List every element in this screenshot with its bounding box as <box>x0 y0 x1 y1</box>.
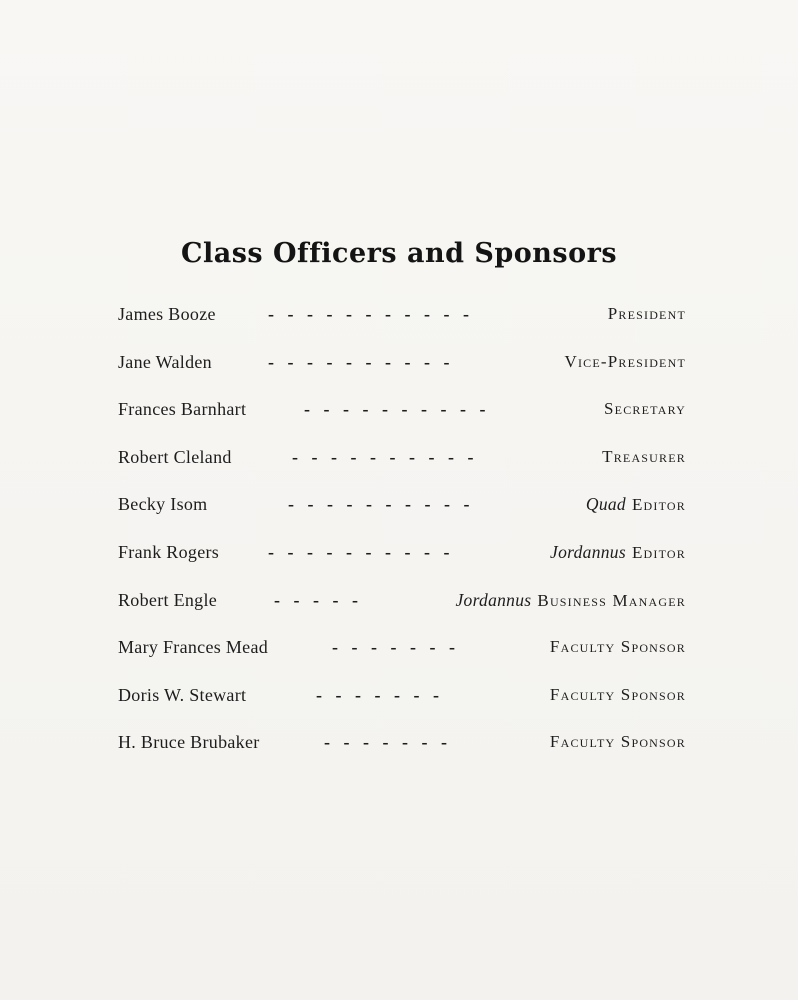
officer-name: Frank Rogers <box>118 541 220 562</box>
publication-name: Jordannus <box>455 589 532 610</box>
leader-dashes: - - - - - - - - - - <box>288 494 470 515</box>
leader-dashes: - - - - - - - <box>332 637 455 658</box>
officer-name: Robert Engle <box>118 589 218 610</box>
leader-dashes: - - - - - <box>274 589 358 610</box>
role-title: Faculty Sponsor <box>549 732 686 752</box>
officer-role <box>586 490 686 519</box>
officer-roster <box>118 296 686 772</box>
leader-dashes: - - - - - - - - - - <box>304 399 486 420</box>
leader-dashes: - - - - - - - - - - - <box>268 304 469 324</box>
officer-name: Robert Cleland <box>118 446 232 467</box>
role-title: Treasurer <box>602 446 686 466</box>
publication-name: Quad <box>585 494 626 515</box>
officer-row <box>118 534 686 582</box>
publication-name: Jordannus <box>550 541 626 562</box>
officer-name: Frances Barnhart <box>118 399 247 420</box>
officer-row <box>118 486 686 534</box>
officer-row <box>118 582 686 630</box>
officer-role <box>550 633 686 661</box>
leader-dashes: - - - - - - - - - - <box>268 541 450 562</box>
leader-dashes: - - - - - - - <box>324 732 447 753</box>
page-title: Class Officers and Sponsors <box>180 238 618 269</box>
leader-dashes: - - - - - - - - - - <box>292 446 474 467</box>
officer-name: Jane Walden <box>118 351 212 372</box>
officer-role <box>550 728 686 756</box>
officer-role <box>550 681 686 709</box>
officer-role <box>608 300 686 328</box>
role-title: Editor <box>631 495 686 515</box>
role-title: President <box>607 304 686 323</box>
officer-row <box>118 296 686 344</box>
officer-role <box>604 395 686 423</box>
officer-row <box>118 439 686 487</box>
officer-role <box>550 538 686 567</box>
role-title: Business Manager <box>537 590 686 610</box>
officer-name: James Booze <box>118 304 216 324</box>
officer-row <box>118 724 686 772</box>
role-title: Editor <box>631 542 686 562</box>
leader-dashes: - - - - - - - - - - <box>268 351 450 372</box>
role-title: Faculty Sponsor <box>549 684 686 704</box>
officer-name: Mary Frances Mead <box>118 637 269 658</box>
officer-row <box>118 629 686 677</box>
leader-dashes: - - - - - - - <box>316 684 439 705</box>
officer-name: H. Bruce Brubaker <box>118 732 260 753</box>
officer-name: Doris W. Stewart <box>118 684 247 705</box>
officer-row <box>118 677 686 725</box>
role-title: Faculty Sponsor <box>549 637 686 657</box>
role-title: Vice-President <box>564 351 686 371</box>
officer-row <box>118 344 686 392</box>
officer-row <box>118 391 686 439</box>
role-title: Secretary <box>604 399 686 419</box>
officer-name: Becky Isom <box>118 494 208 515</box>
officer-role <box>455 586 686 615</box>
officer-role <box>564 348 686 376</box>
officer-role <box>602 443 686 471</box>
